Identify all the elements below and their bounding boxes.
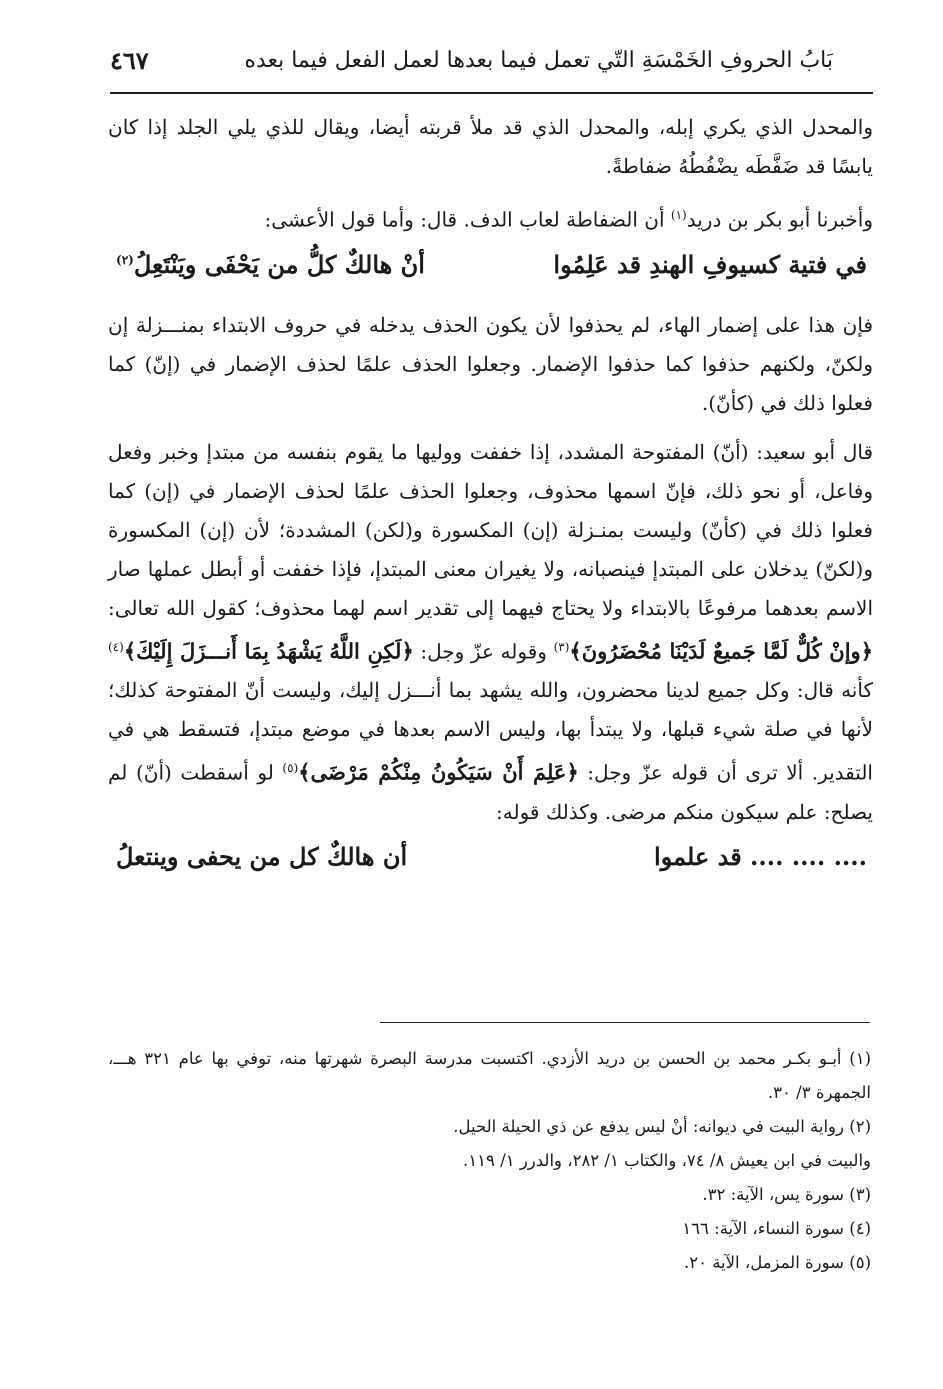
quran-quote-2: ﴿لَكِنِ اللَّهُ يَشْهَدُ بِمَا أَنـــزَلَ إِلَيْكَ﴾ [123, 638, 414, 664]
paragraph-1: والمحدل الذي يكري إبله، والمحدل الذي قد ملأ قربته أيضا، ويقال للذي يلي الجلد إذا كان يابسًا قد ضَفَّطَه يضْفُطُهُ ضفاطةً. [108, 115, 873, 178]
paragraph-4 [108, 433, 873, 832]
header-rule [110, 92, 873, 94]
footnote-4: (٤) سورة النساء، الآية: ١٦٦ [682, 1219, 871, 1238]
paragraph-3: فإن هذا على إضمار الهاء، لم يحذفوا لأن يكون الحذف يدخله في حروف الابتداء بمنـــزلة إن ولكنّ، ولكنهم حذفوا كما حذفوا الإضمار. وجعلوا الحذف علمًا لحذف الإضمار في (إنّ) كما فعلوا ذلك في (كأنّ). [108, 312, 873, 415]
paragraph-2-text: وأخبرنا أبو بكر بن دريد [686, 207, 873, 232]
footnote-ref-4: (٤) [108, 639, 124, 654]
paragraph-4-part-d: لو أسقطت (أنّ) لم يصلح: علم سيكون منكم مرضى. وكذلك قوله: [108, 760, 873, 824]
footnote-ref-5: (٥) [282, 761, 299, 776]
footnote-3: (٣) سورة يس، الآية: ٣٢. [702, 1185, 871, 1204]
paragraph-2-rest: أن الضفاطة لعاب الدف. قال: وأما قول الأعشى: [264, 207, 671, 232]
verse-2-first-hemistich: .... .... .... قد علموا [654, 841, 867, 871]
page-number: ٤٦٧ [110, 46, 149, 75]
verse-1-second-hemistich [116, 250, 425, 279]
quran-quote-3: ﴿عَلِمَ أَنْ سَيَكُونُ مِنْكُمْ مَرْضَى﴾ [298, 759, 579, 785]
paragraph-2 [108, 196, 873, 240]
paragraph-4-part-c: كأنه قال: وكل جميع لدينا محضرون، والله يشهد بما أنـــزل إليك، وليست أنّ المفتوحة كذلك؛ لأنها في صلة شيء قبلها، ولا يبتدأ بها، وليس الاسم بعدها في موضع مبتدإ، فتسقط هي في التقدير. ألا ترى أن قوله عزّ وجل: [108, 678, 873, 785]
paragraph-4-part-a: قال أبو سعيد: (أنّ) المفتوحة المشدد، إذا خففت ووليها ما يقوم بنفسه من مبتدإ وخبر وفعل وفاعل، أو نحو ذلك، فإنّ اسمها محذوف، وجعلوا الحذف علمًا لحذف الإضمار في (إن) كما فعلوا ذلك في (كأنّ) وليست بمنـزلة (إن) المكسورة و(لكن) المشددة؛ لأن (إن) المكسورة و(لكنّ) يدخلان على المبتدإ فينصبانه، ولا يغيران معنى المبتدإ، فإذا خففت أو أبطل عملها صار الاسم بعدهما مرفوعًا بالابتداء ولا يحتاج فيهما إلى تقدير اسم لهما محذوف؛ كقول الله تعالى: [108, 439, 873, 620]
main-text [108, 108, 873, 888]
verse-2 [108, 832, 873, 888]
verse-1-first-hemistich: في فتية كسيوفِ الهندِ قد عَلِمُوا [553, 249, 867, 279]
verse-2-second-hemistich: أن هالكٌ كل من يحفى وينتعلُ [116, 841, 408, 871]
footnote-ref-1: (١) [670, 208, 687, 222]
quran-quote-1: ﴿وإنْ كُلٌّ لَمَّا جَميعٌ لَدَيْنَا مُحْضَرُونَ﴾ [569, 638, 874, 664]
footnote-2: (٢) رواية البيت في ديوانه: أنْ ليس يدفع عن ذي الحيلة الحيل. [453, 1117, 871, 1136]
footnote-rule [380, 1022, 870, 1023]
footnote-5: (٥) سورة المزمل، الآية ٢٠. [683, 1253, 871, 1272]
verse-1-second-text: أنْ هالكٌ كلُّ من يَحْفَى ويَنْتَعِلُ [133, 249, 425, 279]
running-title: بَابُ الحروفِ الخَمْسَةِ التّي تعمل فيما بعدها لعمل الفعل فيما بعده [244, 48, 833, 73]
footnote-ref-2: (٢) [116, 252, 134, 267]
page-header [110, 42, 833, 92]
footnote-ref-3: (٣) [553, 639, 570, 654]
footnote-2-continued: والبيت في ابن يعيش ٨/ ٧٤، والكتاب ١/ ٢٨٢، والدرر ١/ ١١٩. [463, 1151, 871, 1170]
paragraph-4-part-b: وقوله عزّ وجل: [413, 639, 554, 664]
footnote-1: (١) أبـو بكـر محمد بن الحسن بن دريد الأزدي. اكتسبت مدرسة البصرة شهرتها منه، توفي بها عام ٣٢١ هـــ، الجمهرة ٣/ ٣٠. [108, 1049, 871, 1102]
verse-1 [108, 240, 873, 296]
footnotes [108, 1042, 871, 1280]
